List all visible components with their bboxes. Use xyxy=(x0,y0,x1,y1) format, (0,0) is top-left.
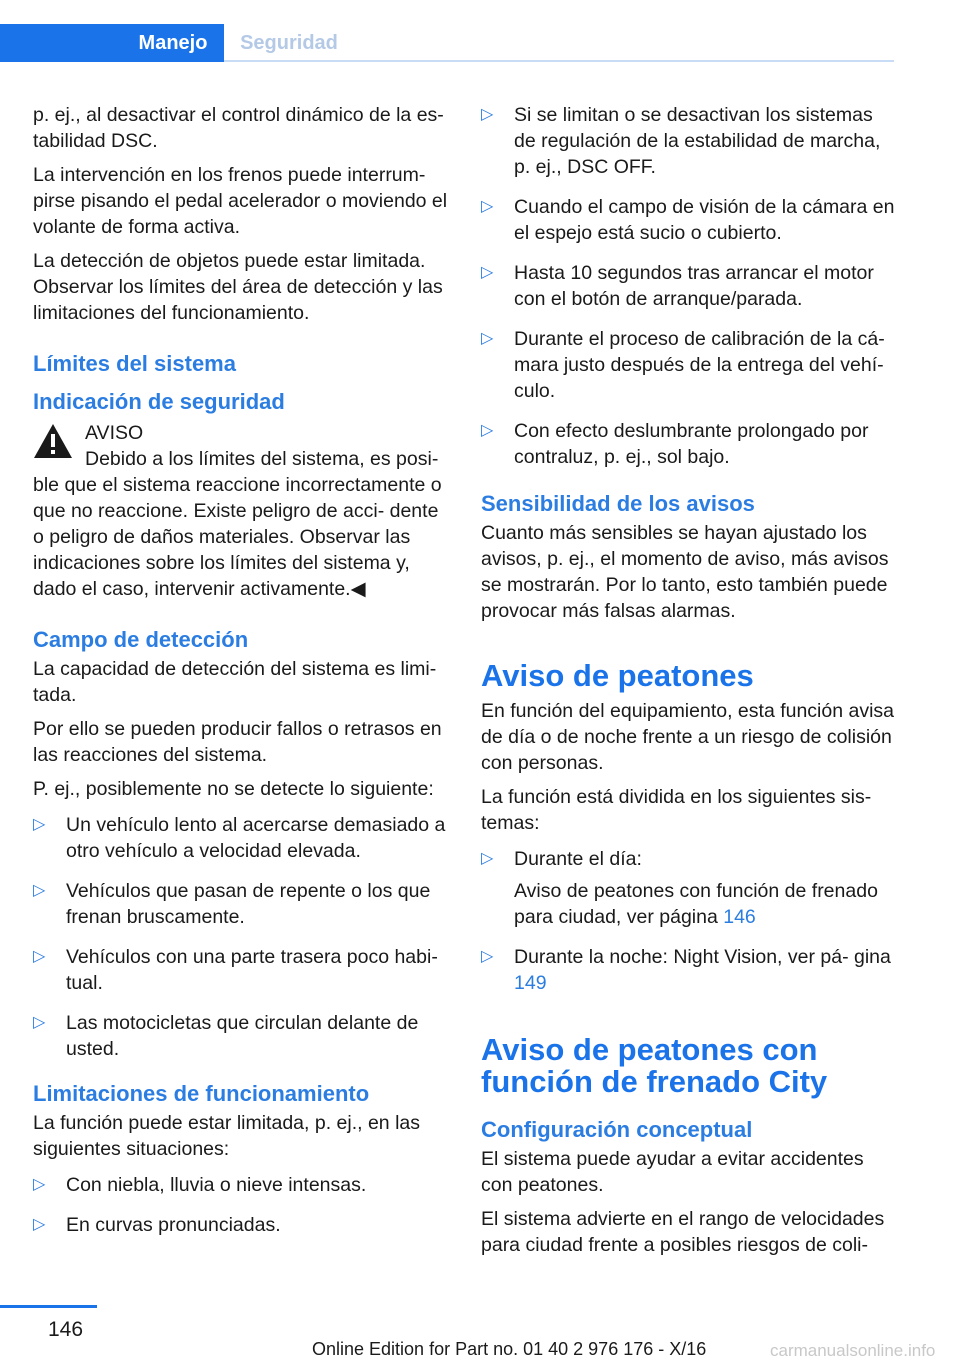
paragraph: Cuanto más sensibles se hayan ajustado los avisos, p. ej., el momento de aviso, más avisos se mostrarán. Por lo tanto, esto también puede provocar más falsas alarmas. xyxy=(481,522,889,622)
bullet-icon: ▷ xyxy=(481,106,494,123)
list-not-detected xyxy=(33,812,448,1062)
header-accent xyxy=(0,24,122,62)
list-item-text: Si se limitan o se desactivan los sistemas de regulación de la estabilidad de marcha, p. ej., DSC OFF. xyxy=(514,104,881,178)
page-link-149[interactable]: 149 xyxy=(514,972,547,994)
watermark: carmanualsonline.info xyxy=(770,1341,936,1360)
paragraph: La capacidad de detección del sistema es limi‐ tada. xyxy=(33,658,437,706)
list-systems xyxy=(481,846,897,996)
list-item xyxy=(33,1172,448,1198)
list-item-subtext xyxy=(514,878,897,930)
heading-limitaciones: Limitaciones de funcionamiento xyxy=(33,1081,370,1106)
paragraph: La función puede estar limitada, p. ej., en las siguientes situaciones: xyxy=(33,1112,420,1160)
list-item xyxy=(33,878,448,930)
list-item xyxy=(33,812,448,864)
bullet-icon: ▷ xyxy=(33,1176,46,1193)
paragraph: El sistema puede ayudar a evitar accidentes con peatones. xyxy=(481,1148,864,1196)
header-divider xyxy=(224,60,894,62)
left-column xyxy=(33,102,448,1252)
heading-campo-de-deteccion: Campo de detección xyxy=(33,627,249,652)
paragraph: P. ej., posiblemente no se detecte lo siguiente: xyxy=(33,778,434,800)
bullet-icon: ▷ xyxy=(481,330,494,347)
list-deactivation xyxy=(481,102,897,470)
paragraph: p. ej., al desactivar el control dinámico de la es‐ tabilidad DSC. xyxy=(33,104,444,152)
header-bar xyxy=(0,0,960,64)
list-item-text: Con efecto deslumbrante prolongado por contraluz, p. ej., sol bajo. xyxy=(514,420,869,468)
list-item xyxy=(481,194,897,246)
list-item xyxy=(33,1212,448,1238)
bullet-icon: ▷ xyxy=(33,816,46,833)
bullet-icon: ▷ xyxy=(33,882,46,899)
heading-aviso-peatones-city: Aviso de peatones con función de frenado City xyxy=(481,1032,828,1099)
list-item-text: Durante la noche: Night Vision, ver pá‐ gina xyxy=(514,946,891,968)
list-item xyxy=(481,846,897,930)
list-item xyxy=(481,326,897,404)
right-column xyxy=(481,102,897,1266)
bullet-icon: ▷ xyxy=(481,198,494,215)
list-item xyxy=(481,102,897,180)
list-item xyxy=(481,944,897,996)
list-item-text: Vehículos con una parte trasera poco habi‐ tual. xyxy=(66,946,438,994)
paragraph: Por ello se pueden producir fallos o retrasos en las reacciones del sistema. xyxy=(33,718,442,766)
list-item xyxy=(33,1010,448,1062)
warning-text-content: Debido a los límites del sistema, es posi‐ ble que el sistema reaccione incorrectamente o que no reaccione. Existe peligro de acci‐ dente o peligro de daños materiales. Observar las indicaciones sobre los límites del sistema y, dado el caso, intervenir activamente.◀ xyxy=(33,448,442,600)
tab-seguridad[interactable]: Seguridad xyxy=(240,31,338,54)
tab-manejo[interactable]: Manejo xyxy=(122,24,224,62)
list-item-text: Durante el proceso de calibración de la cá‐ mara justo después de la entrega del vehí‐ culo. xyxy=(514,328,885,402)
list-item-text: En curvas pronunciadas. xyxy=(66,1214,281,1236)
bullet-icon: ▷ xyxy=(33,948,46,965)
list-item-text: Cuando el campo de visión de la cámara en el espejo está sucio o cubierto. xyxy=(514,196,895,244)
heading-aviso-de-peatones: Aviso de peatones xyxy=(481,658,754,693)
subtext-content: Aviso de peatones con función de frenado para ciudad, ver página xyxy=(514,880,878,928)
edition-text: Online Edition for Part no. 01 40 2 976 176 - X/16 xyxy=(312,1339,707,1359)
warning-text xyxy=(33,446,448,602)
footer-accent xyxy=(0,1305,97,1308)
bullet-icon: ▷ xyxy=(33,1216,46,1233)
bullet-icon: ▷ xyxy=(481,264,494,281)
paragraph: La función está dividida en los siguientes sis‐ temas: xyxy=(481,786,872,834)
warning-title: AVISO xyxy=(85,422,144,444)
heading-sensibilidad: Sensibilidad de los avisos xyxy=(481,491,755,516)
heading-indicacion-de-seguridad: Indicación de seguridad xyxy=(33,389,285,414)
list-item xyxy=(33,944,448,996)
list-item xyxy=(481,260,897,312)
list-item-text: Hasta 10 segundos tras arrancar el motor con el botón de arranque/parada. xyxy=(514,262,874,310)
heading-configuracion-conceptual: Configuración conceptual xyxy=(481,1117,753,1142)
list-item-text: Un vehículo lento al acercarse demasiado a otro vehículo a velocidad elevada. xyxy=(66,814,446,862)
list-item xyxy=(481,418,897,470)
list-item-text: Las motocicletas que circulan delante de usted. xyxy=(66,1012,419,1060)
bullet-icon: ▷ xyxy=(481,850,494,867)
page-number: 146 xyxy=(48,1318,84,1341)
paragraph: La detección de objetos puede estar limitada. Observar los límites del área de detección y las limitaciones del funcionamiento. xyxy=(33,250,443,324)
paragraph: En función del equipamiento, esta función avisa de día o de noche frente a un riesgo de colisión con personas. xyxy=(481,700,895,774)
list-item-text: Durante el día: xyxy=(514,848,642,870)
bullet-icon: ▷ xyxy=(481,948,494,965)
bullet-icon: ▷ xyxy=(481,422,494,439)
heading-limites-del-sistema: Límites del sistema xyxy=(33,351,236,376)
list-item-text: Con niebla, lluvia o nieve intensas. xyxy=(66,1174,367,1196)
list-item-text: Vehículos que pasan de repente o los que frenan bruscamente. xyxy=(66,880,431,928)
paragraph: La intervención en los frenos puede interrum‐ pirse pisando el pedal acelerador o moviendo el volante de forma activa. xyxy=(33,164,448,238)
warning-box xyxy=(33,420,448,602)
bullet-icon: ▷ xyxy=(33,1014,46,1031)
page-link-146[interactable]: 146 xyxy=(723,906,756,928)
paragraph: El sistema advierte en el rango de velocidades para ciudad frente a posibles riesgos de coli‐ xyxy=(481,1208,885,1256)
warning-triangle-icon xyxy=(33,423,73,459)
list-limitations xyxy=(33,1172,448,1238)
